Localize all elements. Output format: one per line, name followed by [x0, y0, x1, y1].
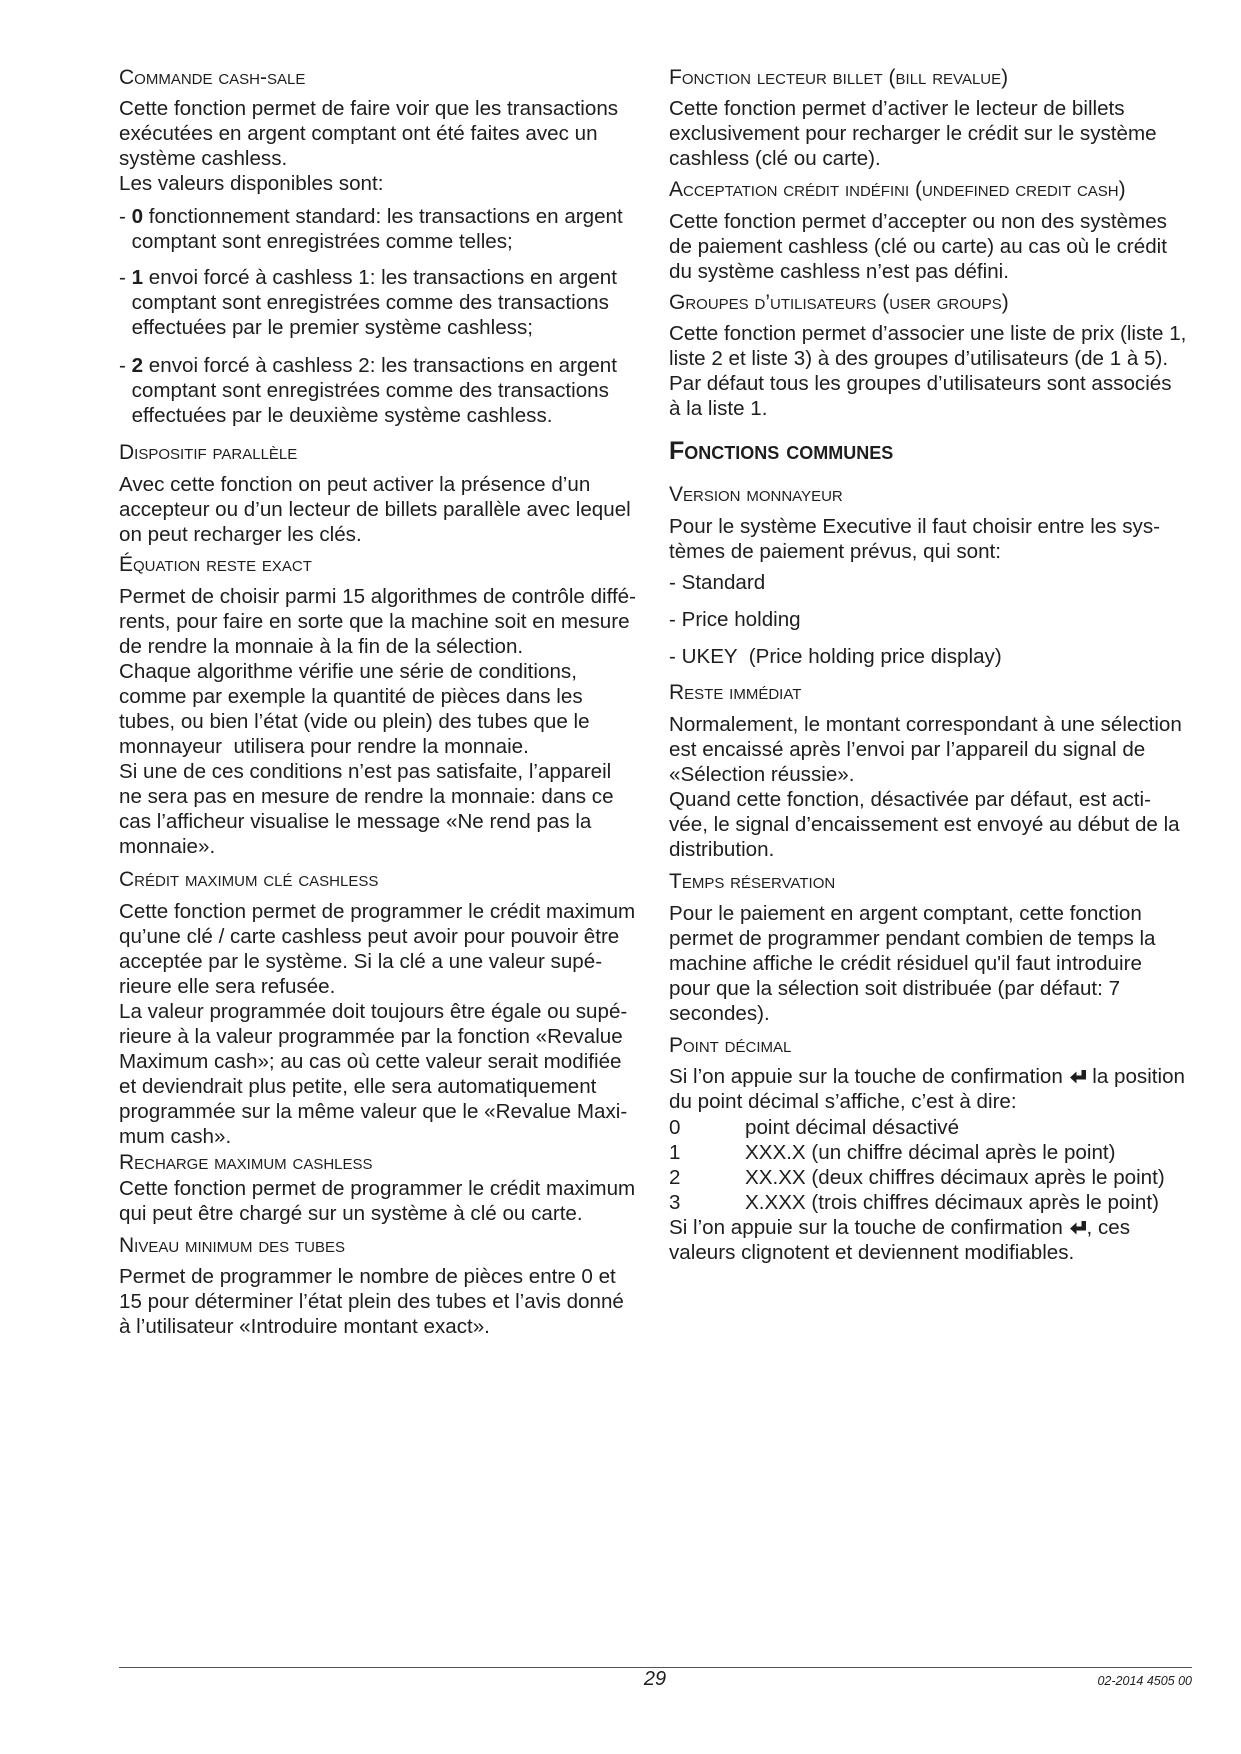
section-title-fonctions-communes: Fonctions communes [669, 437, 894, 465]
option-ukey: - UKEY (Price holding price display) [669, 645, 1002, 668]
heading-version-monnayeur: Version monnayeur [669, 483, 843, 506]
decimal-table-row [669, 1140, 1209, 1165]
paragraph-niveau-minimum: Permet de programmer le nombre de pièces entre 0 et 15 pour déterminer l’état plein des tubes et l’avis donné à l’utilisateur «Introduire montant exact». [119, 1265, 624, 1338]
decimal-setting-value: 0 [669, 1116, 681, 1139]
decimal-setting-meaning: X.XXX (trois chiffres décimaux après le point) [745, 1191, 1159, 1214]
heading-equation-reste-exact: Équation reste exact [119, 553, 312, 576]
paragraph-credit-maximum: Cette fonction permet de programmer le crédit maximum qu’une clé / carte cashless peut avoir pour pouvoir être acceptée par le système. Si la clé a une valeur supé- rieure elle sera refusée. La valeur programmée doit toujours être égale ou supé- rieure à la valeur programmée par la fonction «Revalue Maximum cash»; au cas où cette valeur serait modifiée et deviendrait plus petite, elle sera automatiquement programmée sur la même valeur que le «Revalue Maxi- mum cash». [119, 900, 636, 1148]
paragraph-reste-immediat: Normalement, le montant correspondant à une sélection est encaissé après l’envoi par l’appareil du signal de «Sélection réussie». Quand cette fonction, désactivée par défaut, est acti- vée, le signal d’encaissement est envoyé au début de la distribution. [669, 713, 1182, 861]
list-item-number: 0 [131, 205, 144, 228]
decimal-point-table [669, 1115, 1209, 1215]
text-before-key: Si l’on appuie sur la touche de confirmation [669, 1216, 1069, 1239]
paragraph-version-monnayeur: Pour le système Executive il faut choisir entre les sys- tèmes de paiement prévus, qui sont: [669, 515, 1161, 563]
right-column [669, 0, 1214, 1400]
enter-key-icon [1069, 1220, 1087, 1236]
text-after-key: , ces valeurs clignotent et deviennent modifiables. [669, 1216, 1131, 1264]
decimal-setting-meaning: XX.XX (deux chiffres décimaux après le point) [745, 1166, 1165, 1189]
list-item-text: fonctionnement standard: les transactions en argent comptant sont enregistrées comme telles; [131, 205, 623, 253]
paragraph-point-decimal-edit [669, 1215, 1130, 1265]
paragraph-point-decimal-intro [669, 1064, 1185, 1114]
list-dash: - [119, 266, 132, 289]
decimal-table-row [669, 1115, 1209, 1140]
heading-niveau-minimum: Niveau minimum des tubes [119, 1234, 346, 1257]
decimal-setting-meaning: point décimal désactivé [745, 1116, 960, 1139]
heading-credit-maximum: Crédit maximum clé cashless [119, 868, 379, 891]
decimal-table-row [669, 1190, 1209, 1215]
list-item-value-2 [119, 353, 617, 428]
heading-dispositif-parallele: Dispositif parallèle [119, 441, 298, 464]
heading-groupes-utilisateurs: Groupes d’utilisateurs (user groups) [669, 291, 1009, 314]
decimal-table-row [669, 1165, 1209, 1190]
option-price-holding: - Price holding [669, 608, 801, 631]
list-item-number: 1 [131, 266, 144, 289]
paragraph-commande-cash-sale: Cette fonction permet de faire voir que les transactions exécutées en argent comptant ont été faites avec un système cashless. Les valeurs disponibles sont: [119, 97, 619, 195]
paragraph-lecteur-billet: Cette fonction permet d’activer le lecteur de billets exclusivement pour recharger le crédit sur le système cashless (clé ou carte). [669, 97, 1157, 170]
list-item-value-1 [119, 265, 617, 340]
list-dash: - [119, 205, 132, 228]
paragraph-acceptation-credit: Cette fonction permet d’accepter ou non des systèmes de paiement cashless (clé ou carte) au cas où le crédit du système cashless n’est pas défini. [669, 210, 1167, 283]
heading-recharge-maximum: Recharge maximum cashless [119, 1151, 373, 1174]
paragraph-equation-reste-exact: Permet de choisir parmi 15 algorithmes de contrôle diffé- rents, pour faire en sorte que la machine soit en mesure de rendre la monnaie à la fin de la sélection. Chaque algorithme vérifie une série de conditions, comme par exemple la quantité de pièces dans les tubes, ou bien l’état (vide ou plein) des tubes que le monnayeur utilisera pour rendre la monnaie. Si une de ces conditions n’est pas satisfaite, l’appareil ne sera pas en mesure de rendre la monnaie: dans ce cas l’afficheur visualise le message «Ne rend pas la monnaie». [119, 585, 636, 858]
heading-reste-immediat: Reste immédiat [669, 681, 802, 704]
list-dash: - [119, 354, 132, 377]
decimal-setting-value: 3 [669, 1191, 681, 1214]
list-item-text: envoi forcé à cashless 2: les transactions en argent comptant sont enregistrées comme des transactions effectuées par le deuxième système cashless. [131, 354, 617, 427]
heading-lecteur-billet: Fonction lecteur billet (bill revalue) [669, 66, 1009, 89]
heading-acceptation-credit: Acceptation crédit indéfini (undefined credit cash) [669, 178, 1126, 201]
enter-key-icon [1069, 1069, 1087, 1085]
heading-temps-reservation: Temps réservation [669, 870, 836, 893]
decimal-setting-value: 1 [669, 1141, 681, 1164]
heading-commande-cash-sale: Commande cash-sale [119, 66, 306, 89]
decimal-setting-meaning: XXX.X (un chiffre décimal après le point) [745, 1141, 1116, 1164]
left-column [119, 0, 664, 1400]
option-standard: - Standard [669, 571, 766, 594]
page-number: 29 [643, 1668, 667, 1690]
document-code: 02-2014 4505 00 [1097, 1674, 1192, 1688]
list-item-text: envoi forcé à cashless 1: les transactions en argent comptant sont enregistrées comme des transactions effectuées par le premier système cashless; [131, 266, 617, 339]
paragraph-recharge-maximum: Cette fonction permet de programmer le crédit maximum qui peut être chargé sur un système à clé ou carte. [119, 1177, 636, 1225]
paragraph-groupes-utilisateurs: Cette fonction permet d’associer une liste de prix (liste 1, liste 2 et liste 3) à des groupes d’utilisateurs (de 1 à 5). Par défaut tous les groupes d’utilisateurs sont associés à la liste 1. [669, 322, 1187, 420]
paragraph-temps-reservation: Pour le paiement en argent comptant, cette fonction permet de programmer pendant combien de temps la machine affiche le crédit résiduel qu'il faut introduire pour que la sélection soit distribuée (par défaut: 7 secondes). [669, 902, 1156, 1025]
decimal-setting-value: 2 [669, 1166, 681, 1189]
paragraph-dispositif-parallele: Avec cette fonction on peut activer la présence d’un accepteur ou d’un lecteur de billets parallèle avec lequel on peut recharger les clés. [119, 473, 631, 546]
text-before-key: Si l’on appuie sur la touche de confirmation [669, 1065, 1069, 1088]
list-item-number: 2 [131, 354, 144, 377]
heading-point-decimal: Point décimal [669, 1034, 792, 1057]
text-after-key: la position du point décimal s’affiche, c’est à dire: [669, 1065, 1185, 1113]
list-item-value-0 [119, 204, 623, 254]
